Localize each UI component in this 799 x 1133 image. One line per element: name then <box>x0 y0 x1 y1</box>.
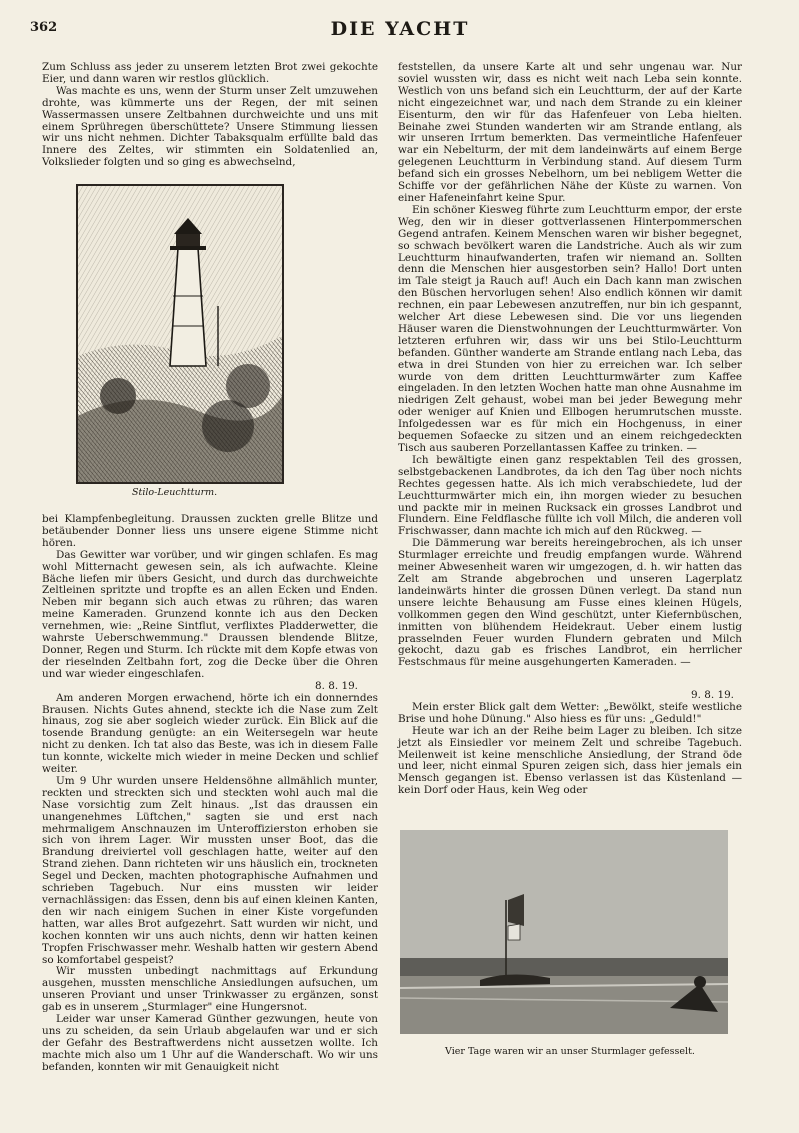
page-header <box>30 18 770 42</box>
right-column-top <box>398 62 742 669</box>
page-number: 362 <box>30 20 58 35</box>
date-line: 8. 8. 19. <box>315 679 358 692</box>
paragraph: Am anderen Morgen erwachend, hörte ich ein donnerndes Brausen. Nichts Gutes ahnend, steckte ich die Nase zum Zelt hinaus, zog sie aber sogleich wieder zurück. Ein Blick auf die tosende Brandung genügte: an ein Weitersegeln war heute nicht zu denken. Ich tat also das Beste, was ich in diesem Falle tun konnte, wickelte mich wieder in meine Decken und schlief weiter. <box>42 691 378 776</box>
left-column-top <box>42 62 378 169</box>
paragraph: Das Gewitter war vorüber, und wir gingen schlafen. Es mag wohl Mitternacht gewesen sein, als ich aufwachte. Kleine Bäche liefen mir übers Gesicht, und durch das durchweichte Zeltleinen spritzte und tropfte es an allen Ecken und Enden. Neben mir begann sich auch etwas zu rühren; das waren meine Kameraden. Grunzend konnte ich aus den Decken vernehmen, wie: „Reine Sintflut, verflixtes Pladderwetter, die wahrste Ueberschwemmung." Draussen blendende Blitze, Donner, Regen und Sturm. Ich rückte mit dem Kopfe etwas von der rieselnden Zeltbahn fort, zog die Decke über die Ohren und war wieder eingeschlafen. <box>42 548 378 680</box>
paragraph: Wir mussten unbedingt nachmittags auf Erkundung ausgehen, mussten menschliche Ansiedlungen aufsuchen, um unseren Proviant und unser Trinkwasser zu ergänzen, sonst gab es in unserem „Sturmlager" eine Hungersnot. <box>42 965 378 1014</box>
left-column-bottom <box>42 514 378 1074</box>
paragraph: feststellen, da unsere Karte alt und sehr ungenau war. Nur soviel wussten wir, dass es nicht weit nach Leba sein konnte. Westlich von uns befand sich ein Leuchtturm, der auf der Karte nicht eingezeichnet war, und nach dem Strande zu ein kleiner Eisenturm, den wir für das Hafenfeuer von Leba hielten. Beinahe zwei Stunden wanderten wir am Strande entlang, als wir unseren Irrtum bemerkten. Das vermeintliche Hafenfeuer war ein Nebelturm, der mit dem landeinwärts auf einem Berge gelegenen Leuchtturm in Verbindung stand. Auf diesem Turm befand sich ein grosses Nebelhorn, um bei nebligem Wetter die Schiffe vor der gefährlichen Nähe der Küste zu warnen. Von einer Hafeneinfahrt keine Spur. <box>398 61 742 204</box>
paragraph: Die Dämmerung war bereits hereingebrochen, als ich unser Sturmlager erreichte und freudig empfangen wurde. Während meiner Abwesenheit waren wir umgezogen, d. h. wir hatten das Zelt am Strande abgebrochen und unseren Lagerplatz landeinwärts hinter die grossen Dünen verlegt. Da stand nun unsere leichte Behausung am Fusse eines kleinen Hügels, vollkommen gegen den Wind geschützt, unter Kiefernbüschen, inmitten von blühendem Heidekraut. Ueber einem lustig prasselnden Feuer wurden Flundern gebraten und Milch gekocht, dazu gab es frisches Landbrot, ein herrlicher Festschmaus für meine ausgehungerten Kameraden. — <box>398 537 742 669</box>
paragraph: Zum Schluss ass jeder zu unserem letzten Brot zwei gekochte Eier, und dann waren wir restlos glücklich. <box>42 61 378 85</box>
paragraph: Leider war unser Kamerad Günther gezwungen, heute von uns zu scheiden, da sein Urlaub abgelaufen war und er sich der Gefahr des Bestraftwerdens nicht aussetzen wollte. Ich machte mich also um 1 Uhr auf die Wanderschaft. Wo wir uns befanden, konnten wir mit Genauigkeit nicht <box>42 1013 378 1073</box>
paragraph: bei Klampfenbegleitung. Draussen zuckten grelle Blitze und betäubender Donner liess uns unsere eigene Stimme nicht hören. <box>42 513 378 549</box>
beach-photo <box>400 830 728 1034</box>
journal-title: DIE YACHT <box>330 18 470 40</box>
right-column-bottom <box>398 690 742 797</box>
paragraph: Heute war ich an der Reihe beim Lager zu bleiben. Ich sitze jetzt als Einsiedler vor meinem Zelt und schreibe Tagebuch. Meilenweit ist keine menschliche Ansiedlung, der Strand öde und leer, nicht einmal Spuren zeigen sich, dass hier jemals ein Mensch gegangen ist. Ebenso verlassen ist das Küstenland — kein Dorf oder Haus, kein Weg oder <box>398 724 742 797</box>
paragraph: Mein erster Blick galt dem Wetter: „Bewölkt, steife westliche Brise und hohe Dünung." Also hiess es für uns: „Geduld!" <box>398 700 742 725</box>
paragraph: Was machte es uns, wenn der Sturm unser Zelt umzuwehen drohte, was kümmerte uns der Regen, der mit seinen Wassermassen unsere Zeltbahnen durchweichte und uns mit einem Sprühregen überschüttete? Unsere Stimmung liessen wir uns nicht nehmen. Dichter Tabaksqualm erfüllte bald das Innere des Zeltes, wir stimmten ein Soldatenlied an, Volkslieder folgten und so ging es abwechselnd, <box>42 84 378 169</box>
paragraph: Ein schöner Kiesweg führte zum Leuchtturm empor, der erste Weg, den wir in dieser gottverlassenen Hinterpommerschen Gegend antrafen. Keinem Menschen waren wir bisher begegnet, so schwach bevölkert waren die Landstriche. Auch als wir zum Leuchtturm hinaufwanderten, trafen wir niemand an. Sollten denn die Menschen hier ausgestorben sein? Hallo! Dort unten im Tale steigt ja Rauch auf! Auch ein Dach kann man zwischen den Büschen hervorlugen sehen! Also endlich können wir damit rechnen, ein paar Lebewesen anzutreffen, nur bin ich gespannt, welcher Art diese Lebewesen sind. Die vor uns liegenden Häuser waren die Dienstwohnungen der Leuchtturmwärter. Von letzteren erfuhren wir, dass wir uns bei Stilo-Leuchtturm befanden. Günther wanderte am Strande entlang nach Leba, das etwa in drei Stunden von hier zu erreichen war. Ich selber wurde von dem dritten Leuchtturmwärter zum Kaffee eingeladen. In den letzten Wochen hatte man ohne Ausnahme im niedrigen Zelt gehaust, wobei man bei jeder Bewegung mehr oder weniger auf Knien und Ellbogen herumrutschen musste. Infolgedessen war es für mich ein Hochgenuss, in einer bequemen Sofaecke zu sitzen und an einem reichgedeckten Tisch aus sauberen Porzellantassen Kaffee zu trinken. — <box>398 203 742 454</box>
lighthouse-drawing <box>76 184 284 484</box>
figure-caption: Stilo-Leuchtturm. <box>132 487 218 498</box>
paragraph: Ich bewältigte einen ganz respektablen Teil des grossen, selbstgebackenen Landbrotes, da ich den Tag über noch nichts Rechtes gegessen hatte. Als ich mich verabschiedete, lud der Leuchtturmwärter mich ein, ihn morgen wieder zu besuchen und packte mir in meinen Rucksack ein grosses Landbrot und Flundern. Eine Feldflasche füllte ich voll Milch, die anderen voll Frischwasser, dann machte ich mich auf den Rückweg. — <box>398 453 742 538</box>
paragraph: Um 9 Uhr wurden unsere Heldensöhne allmählich munter, reckten und streckten sich und steckten wohl auch mal die Nase vorsichtig zum Zelt hinaus. „Ist das draussen ein unangenehmes Lüftchen," sagten sie und erst nach mehrmaligem Anschnauzen im Unteroffizierston erhoben sie sich von ihrem Lager. Wir mussten unser Boot, das die Brandung dreiviertel voll geschlagen hatte, weiter auf den Strand ziehen. Dann richteten wir uns häuslich ein, trockneten Segel und Decken, machten photographische Aufnahmen und schrieben Tagebuch. Nur eins mussten wir leider vernachlässigen: das Essen, denn bis auf einen kleinen Kanten, den wir nach einigem Suchen in einer Kiste vorgefunden hatten, war alles Brot aufgezehrt. Satt wurden wir nicht, und kochen konnten wir uns auch nichts, denn wir hatten keinen Tropfen Frischwasser mehr. Weshalb hatten wir gestern Abend so komfortabel gespeist? <box>42 774 378 966</box>
photo-caption: Vier Tage waren wir an unser Sturmlager gefesselt. <box>445 1046 695 1057</box>
date-line: 9. 8. 19. <box>691 689 734 701</box>
